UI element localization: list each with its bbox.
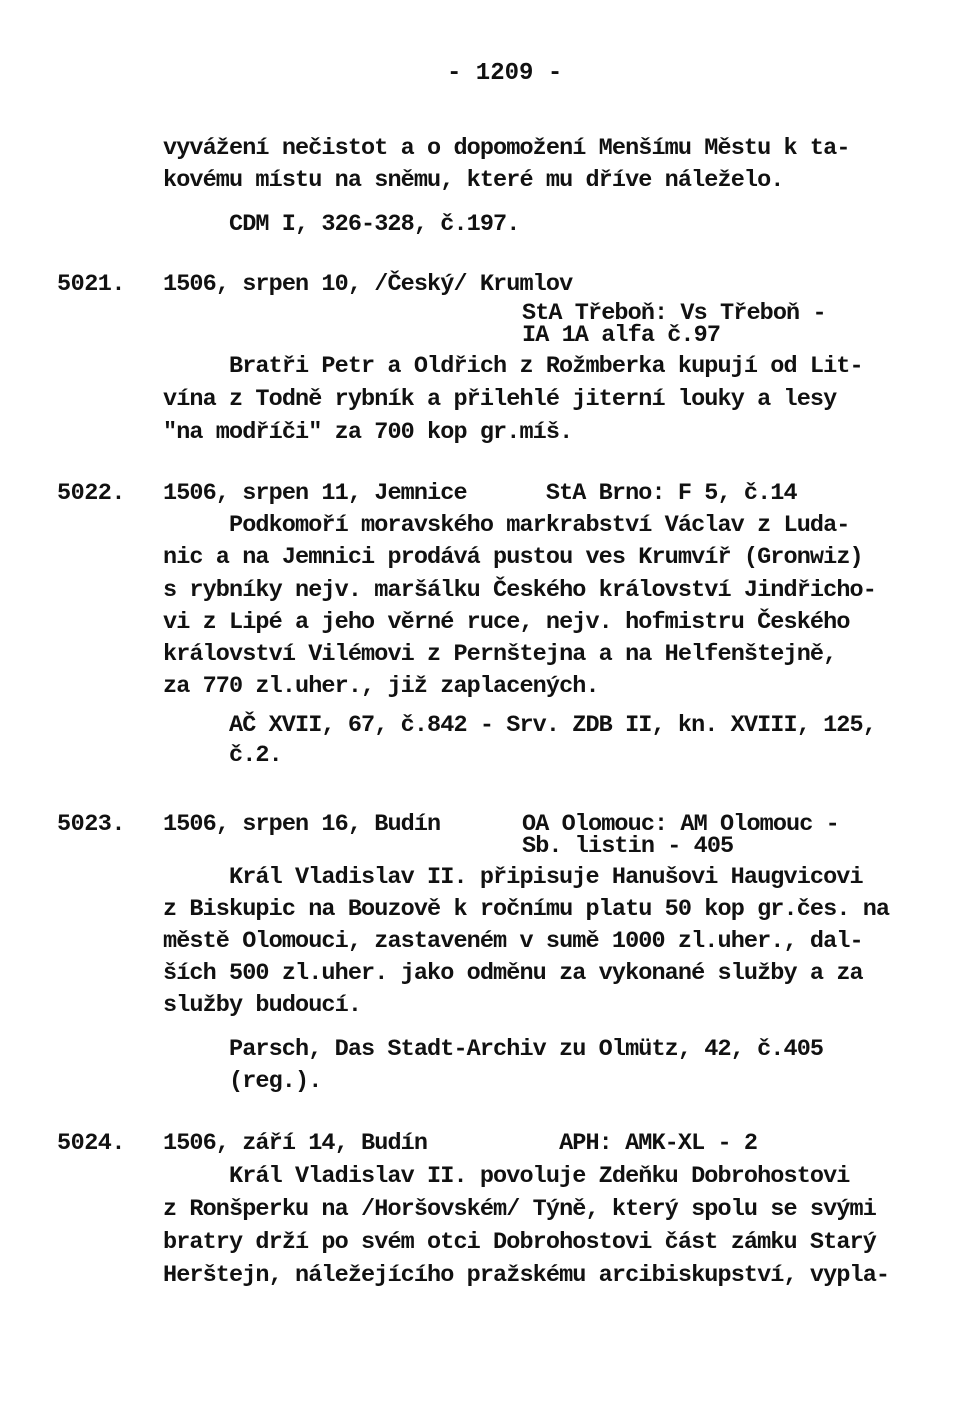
- citation: AČ XVII, 67, č.842 - Srv. ZDB II, kn. XVIII, 125,: [229, 712, 876, 739]
- text-line: vyvážení nečistot a o dopomožení Menšímu Městu k ta-: [163, 135, 850, 162]
- text-line: nic a na Jemnici prodává pustou ves Krumvíř (Gronwiz): [163, 544, 863, 571]
- text-line: Podkomoří moravského markrabství Václav z Luda-: [229, 512, 850, 539]
- archive-source: StA Třeboň: Vs Třeboň -: [522, 300, 826, 327]
- text-line: vína z Todně rybník a přilehlé jiterní louky a lesy: [163, 386, 837, 413]
- entry-number: 5021.: [57, 271, 126, 298]
- entry-number: 5023.: [57, 811, 126, 838]
- archive-source: OA Olomouc: AM Olomouc -: [522, 811, 839, 838]
- entry-heading: 1506, srpen 16, Budín: [163, 811, 441, 838]
- text-line: kovému místu na sněmu, které mu dříve náleželo.: [163, 167, 784, 194]
- page-number: - 1209 -: [447, 60, 563, 87]
- text-line: městě Olomouci, zastaveném v sumě 1000 zl.uher., dal-: [163, 928, 863, 955]
- text-line: království Vilémovi z Pernštejna a na Helfenštejně,: [163, 641, 837, 668]
- text-line: služby budoucí.: [163, 992, 362, 1019]
- text-line: Král Vladislav II. připisuje Hanušovi Haugvicovi: [229, 864, 863, 891]
- text-line: Král Vladislav II. povoluje Zdeňku Dobrohostovi: [229, 1163, 850, 1190]
- text-line: Herštejn, náležejícího pražskému arcibiskupství, vypla-: [163, 1262, 890, 1289]
- text-line: vi z Lipé a jeho věrné ruce, nejv. hofmistru Českého: [163, 609, 850, 636]
- text-line: ších 500 zl.uher. jako odměnu za vykonané služby a za: [163, 960, 863, 987]
- text-line: za 770 zl.uher., již zaplacených.: [163, 673, 599, 700]
- text-line: "na modříči" za 700 kop gr.míš.: [163, 419, 573, 446]
- text-line: z Biskupic na Bouzově k ročnímu platu 50 kop gr.čes. na: [163, 896, 890, 923]
- archive-source: Sb. listin - 405: [522, 833, 734, 860]
- entry-number: 5024.: [57, 1130, 126, 1157]
- entry-number: 5022.: [57, 480, 126, 507]
- entry-heading: 1506, srpen 11, Jemnice StA Brno: F 5, č.14: [163, 480, 797, 507]
- text-line: z Ronšperku na /Horšovském/ Týně, který spolu se svými: [163, 1196, 876, 1223]
- citation: CDM I, 326-328, č.197.: [229, 211, 520, 238]
- citation: (reg.).: [229, 1068, 322, 1095]
- citation: Parsch, Das Stadt-Archiv zu Olmütz, 42, č.405: [229, 1036, 824, 1063]
- text-line: s rybníky nejv. maršálku Českého království Jindřicho-: [163, 577, 876, 604]
- text-line: Bratři Petr a Oldřich z Rožmberka kupují od Lit-: [229, 353, 863, 380]
- entry-heading: 1506, září 14, Budín APH: AMK-XL - 2: [163, 1130, 758, 1157]
- entry-heading: 1506, srpen 10, /Český/ Krumlov: [163, 271, 573, 298]
- archive-source: IA 1A alfa č.97: [522, 322, 721, 349]
- text-line: bratry drží po svém otci Dobrohostovi část zámku Starý: [163, 1229, 876, 1256]
- citation: č.2.: [229, 742, 282, 769]
